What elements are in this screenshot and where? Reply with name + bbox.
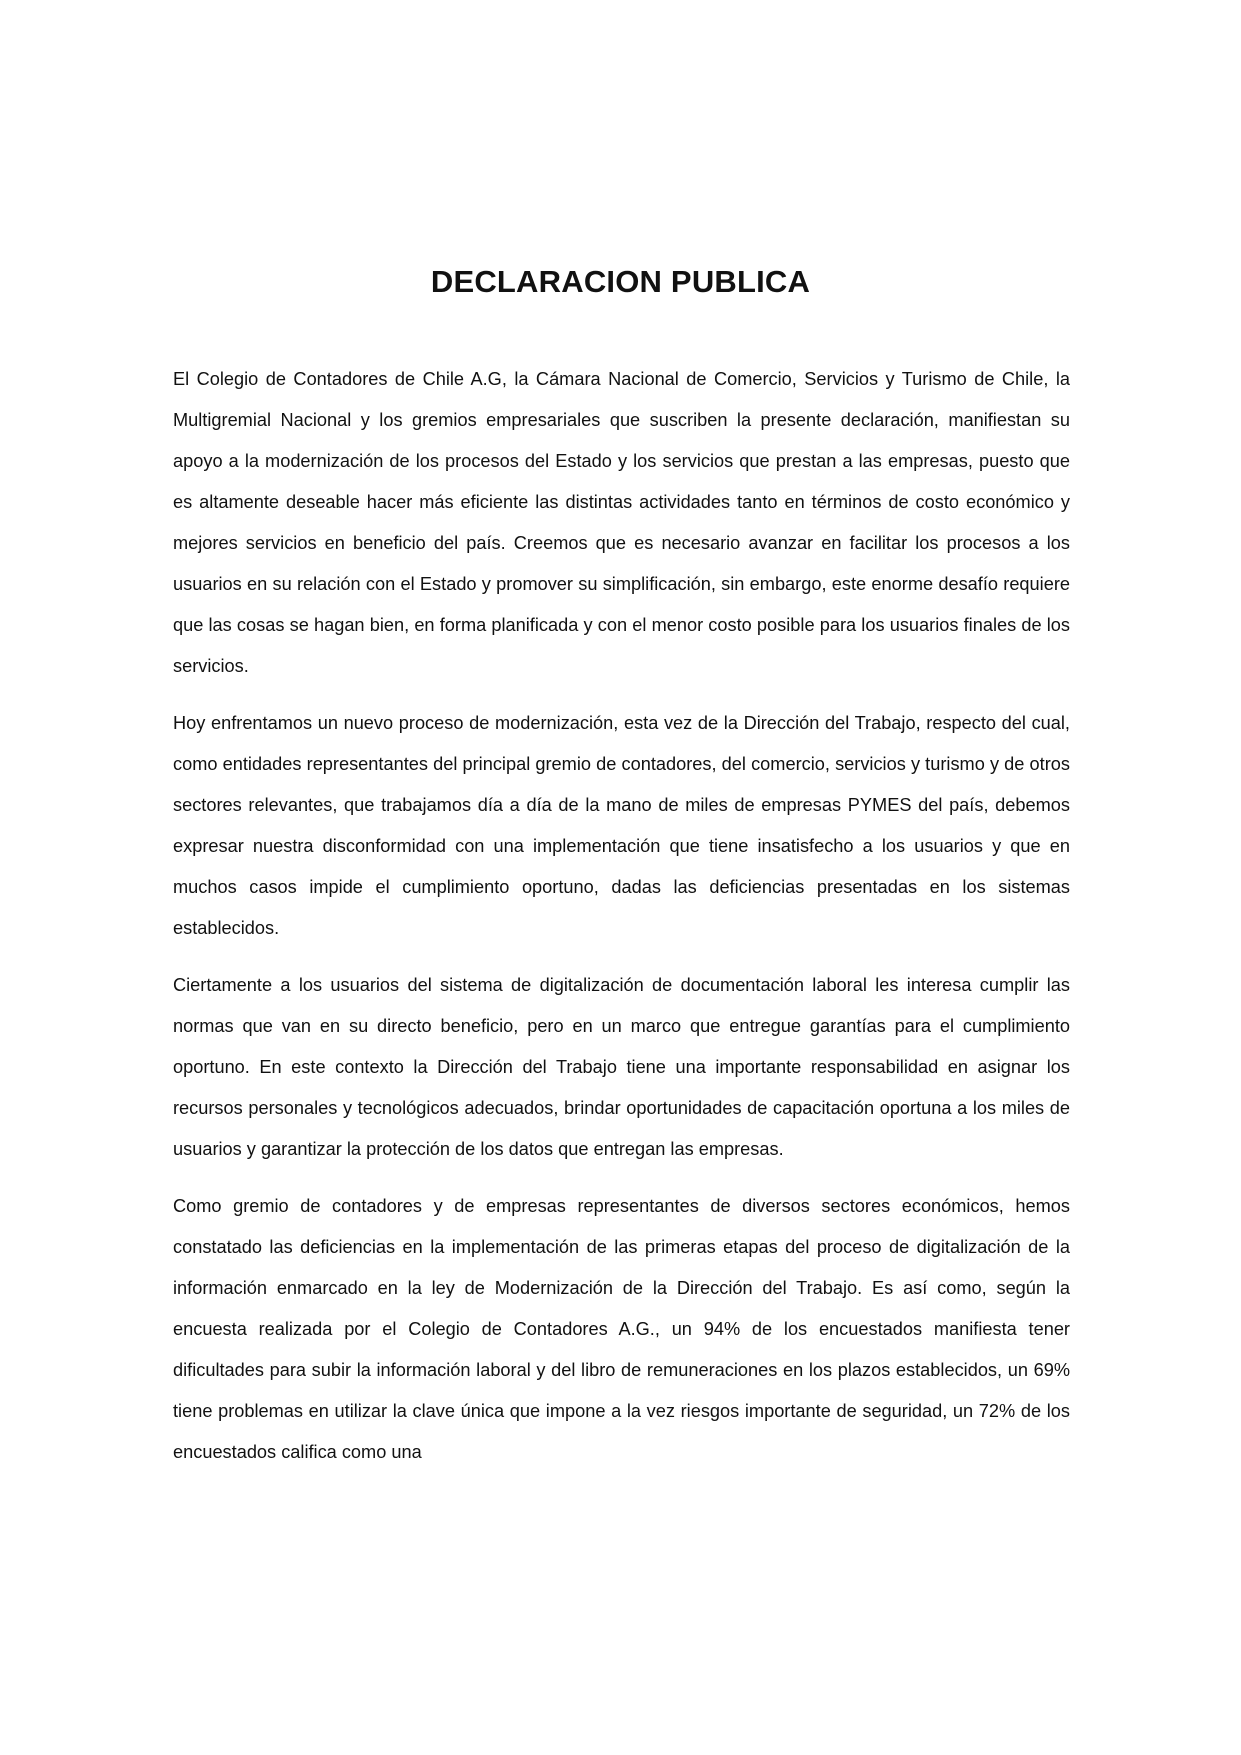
paragraph-1: El Colegio de Contadores de Chile A.G, la Cámara Nacional de Comercio, Servicios y Turismo de Chile, la Multigremial Nacional y los gremios empresariales que suscriben la presente declaración, manifiestan su apoyo a la modernización de los procesos del Estado y los servicios que prestan a las empresas, puesto que es altamente deseable hacer más eficiente las distintas actividades tanto en términos de costo económico y mejores servicios en beneficio del país. Creemos que es necesario avanzar en facilitar los procesos a los usuarios en su relación con el Estado y promover su simplificación, sin embargo, este enorme desafío requiere que las cosas se hagan bien, en forma planificada y con el menor costo posible para los usuarios finales de los servicios. [173, 369, 1070, 676]
paragraph-4: Como gremio de contadores y de empresas representantes de diversos sectores económicos, hemos constatado las deficiencias en la implementación de las primeras etapas del proceso de digitalización de la información enmarcado en la ley de Modernización de la Dirección del Trabajo. Es así como, según la encuesta realizada por el Colegio de Contadores A.G., un 94% de los encuestados manifiesta tener dificultades para subir la información laboral y del libro de remuneraciones en los plazos establecidos, un 69% tiene problemas en utilizar la clave única que impone a la vez riesgos importante de seguridad, un 72% de los encuestados califica como una [173, 1196, 1070, 1462]
paragraph-3: Ciertamente a los usuarios del sistema de digitalización de documentación laboral les interesa cumplir las normas que van en su directo beneficio, pero en un marco que entregue garantías para el cumplimiento oportuno. En este contexto la Dirección del Trabajo tiene una importante responsabilidad en asignar los recursos personales y tecnológicos adecuados, brindar oportunidades de capacitación oportuna a los miles de usuarios y garantizar la protección de los datos que entregan las empresas. [173, 975, 1070, 1159]
paragraph-2: Hoy enfrentamos un nuevo proceso de modernización, esta vez de la Dirección del Trabajo, respecto del cual, como entidades representantes del principal gremio de contadores, del comercio, servicios y turismo y de otros sectores relevantes, que trabajamos día a día de la mano de miles de empresas PYMES del país, debemos expresar nuestra disconformidad con una implementación que tiene insatisfecho a los usuarios y que en muchos casos impide el cumplimiento oportuno, dadas las deficiencias presentadas en los sistemas establecidos. [173, 713, 1070, 938]
document-title: DECLARACION PUBLICA [430, 264, 811, 299]
document-body [173, 359, 1070, 1489]
